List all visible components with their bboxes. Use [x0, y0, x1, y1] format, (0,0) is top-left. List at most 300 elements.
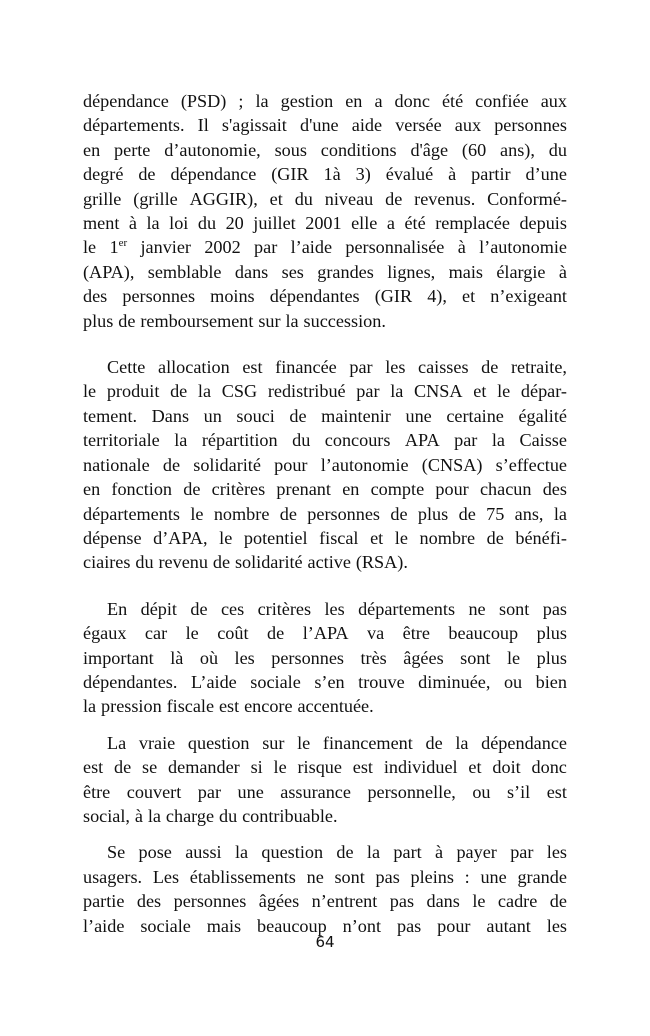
word: Se — [107, 842, 126, 863]
paragraph-1 — [83, 89, 567, 333]
word: être — [402, 623, 430, 644]
word: aussi — [185, 842, 222, 863]
word: (PSD) — [180, 91, 227, 111]
word: contribuable. — [242, 805, 338, 826]
word: prenant — [276, 479, 331, 500]
word: la — [455, 732, 469, 753]
word: financement — [322, 732, 413, 753]
word: compte — [370, 479, 425, 500]
word: n’entrent — [311, 891, 378, 912]
word: s’il — [506, 781, 531, 802]
text-line — [83, 284, 567, 308]
text-line — [83, 162, 567, 186]
word: : — [464, 866, 470, 887]
text-line — [83, 309, 567, 333]
word: aide — [351, 115, 383, 136]
word: n’ont — [342, 915, 382, 936]
word: revenu — [158, 552, 208, 573]
paragraph-2 — [83, 355, 567, 575]
word: dans — [234, 261, 269, 282]
word: 20 — [225, 213, 244, 234]
text-line — [83, 865, 567, 889]
word: versée — [395, 115, 442, 136]
word: plus — [83, 310, 114, 331]
word: un — [203, 405, 222, 426]
word: Conformé- — [487, 188, 567, 209]
word: d’une — [525, 164, 567, 185]
word: s’en — [314, 671, 345, 692]
word: de — [486, 527, 504, 548]
word: certaine — [446, 405, 504, 426]
word: par — [197, 781, 222, 802]
word: une — [405, 405, 432, 426]
word: partie — [83, 891, 125, 912]
text-line — [83, 731, 567, 755]
word: degré — [83, 164, 124, 185]
word: les — [546, 842, 567, 863]
word: pose — [138, 842, 172, 863]
word: sont — [499, 598, 530, 619]
word: le — [506, 647, 521, 668]
word: n’exigeant — [490, 286, 567, 307]
word: pour — [437, 915, 471, 936]
word: question — [187, 732, 250, 753]
word: le — [83, 237, 97, 258]
word: en — [83, 479, 101, 500]
word: la — [366, 842, 381, 863]
word: été — [441, 91, 464, 111]
word: du — [197, 213, 217, 234]
word: les — [385, 357, 406, 378]
word: est — [83, 757, 104, 778]
word: sont — [460, 647, 491, 668]
text-line — [83, 211, 567, 235]
word: tement. — [83, 405, 138, 426]
word: ses — [281, 261, 304, 282]
text-line — [83, 621, 567, 645]
word: à — [558, 261, 567, 282]
word: (GIR — [374, 286, 413, 307]
word: semblable — [147, 261, 222, 282]
word: pas — [542, 598, 567, 619]
paragraph-5 — [83, 840, 567, 938]
word: d’autonomie, — [164, 139, 261, 160]
word: de — [170, 381, 188, 402]
word: du — [548, 139, 567, 160]
word: 3) — [355, 164, 371, 185]
word: l’autonomie — [320, 454, 409, 475]
word: les — [324, 598, 345, 619]
word: les — [234, 647, 255, 668]
word: nombre — [419, 527, 476, 548]
word: part — [393, 842, 422, 863]
paragraph-gap — [83, 333, 567, 355]
word: très — [360, 647, 387, 668]
word: de — [267, 623, 285, 644]
word: l’APA — [302, 623, 349, 644]
word: la — [553, 503, 567, 524]
word: (APA), — [83, 261, 135, 282]
word: de — [549, 891, 567, 912]
word: de — [138, 164, 156, 185]
word: si — [250, 757, 263, 778]
word: moins — [210, 286, 255, 307]
text-line — [83, 889, 567, 913]
word: car — [144, 623, 168, 644]
word: l’aide — [290, 237, 333, 258]
word: le — [472, 891, 486, 912]
word: de — [390, 503, 408, 524]
word: à — [448, 164, 457, 185]
word: été — [404, 213, 426, 234]
word: dépendantes — [269, 286, 360, 307]
word: autant — [486, 915, 531, 936]
word: sociale — [250, 671, 301, 692]
word: financée — [275, 357, 337, 378]
word: est — [352, 757, 373, 778]
word: conditions — [320, 139, 397, 160]
word: confiée — [475, 91, 529, 111]
word: Dans — [151, 405, 190, 426]
text-line — [83, 646, 567, 670]
word: du — [135, 552, 154, 573]
word: pas — [389, 891, 415, 912]
text-line — [83, 597, 567, 621]
word: départements — [83, 503, 180, 524]
word: important — [83, 647, 154, 668]
word: usagers. — [83, 866, 143, 887]
word: niveau — [324, 188, 374, 209]
word: en — [83, 139, 101, 160]
text-line — [83, 502, 567, 526]
word: sur — [262, 732, 285, 753]
word: (GIR — [271, 164, 309, 185]
document-page — [83, 89, 567, 938]
word: à — [435, 842, 444, 863]
text-line — [83, 840, 567, 864]
word: de — [190, 598, 208, 619]
paragraph-gap — [83, 828, 567, 840]
word: de — [118, 310, 136, 331]
text-line — [83, 453, 567, 477]
word: une — [237, 781, 264, 802]
word: où — [199, 647, 219, 668]
word: pas — [396, 915, 422, 936]
word: Cette — [107, 357, 146, 378]
word: sociale — [140, 915, 191, 936]
word: ment — [83, 213, 120, 234]
word: solidarité — [234, 552, 303, 573]
word: ne — [468, 598, 486, 619]
word: la — [147, 805, 162, 826]
word: perte — [114, 139, 151, 160]
word: pour — [274, 454, 308, 475]
word: la — [390, 381, 404, 402]
word: et — [370, 527, 384, 548]
text-line — [83, 404, 567, 428]
word: remboursement — [140, 310, 254, 331]
word: janvier — [140, 237, 191, 258]
word: d’APA, — [153, 527, 208, 548]
word: est — [218, 696, 240, 717]
word: sous — [274, 139, 307, 160]
word: dépendance — [170, 164, 257, 185]
word: CNSA — [414, 381, 463, 402]
word: territoriale — [83, 430, 160, 451]
word: sur — [258, 310, 281, 331]
word: demander — [168, 757, 240, 778]
word: a — [386, 213, 395, 234]
word: retraite, — [510, 357, 567, 378]
word: et — [468, 757, 482, 778]
word: coût — [217, 623, 249, 644]
word: a — [374, 91, 383, 111]
word: et — [473, 381, 487, 402]
word: départements — [358, 598, 456, 619]
word: de — [336, 842, 354, 863]
text-line — [83, 138, 567, 162]
word: à — [128, 213, 137, 234]
word: bien — [535, 671, 567, 692]
text-line — [83, 694, 567, 718]
word: du — [218, 805, 238, 826]
word: souci — [236, 405, 275, 426]
word: personnes — [271, 647, 344, 668]
word: encore — [244, 696, 293, 717]
word: pas — [375, 866, 400, 887]
word: de — [212, 552, 231, 573]
word: remplacée — [435, 213, 510, 234]
word: égaux — [83, 623, 127, 644]
word: succession. — [303, 310, 386, 331]
word: en — [342, 479, 360, 500]
word: fiscale — [166, 696, 215, 717]
word: départements. — [83, 115, 185, 136]
word: dépar- — [520, 381, 567, 402]
word: à — [457, 237, 466, 258]
word: la — [234, 842, 249, 863]
word: le — [83, 381, 97, 402]
word: (RSA). — [355, 552, 408, 573]
word: charge — [165, 805, 215, 826]
word: la — [146, 213, 160, 234]
word: (60 — [461, 139, 487, 160]
text-line — [83, 550, 567, 574]
word: revenus. — [414, 188, 476, 209]
word: des — [542, 479, 567, 500]
text-line — [83, 260, 567, 284]
word: va — [367, 623, 385, 644]
word: âgées — [258, 891, 300, 912]
word: dépendance — [83, 91, 169, 111]
word: (CNSA) — [421, 454, 483, 475]
word: sont — [334, 866, 365, 887]
word: s'agissait — [221, 115, 287, 136]
word: solidarité — [193, 454, 261, 475]
word: ou — [472, 781, 491, 802]
word: être — [83, 781, 111, 802]
word: 4), — [427, 286, 447, 307]
word: grande — [517, 866, 567, 887]
word: 2002 — [204, 237, 241, 258]
word: âgées — [403, 647, 444, 668]
word: se — [142, 757, 158, 778]
word: cadre — [497, 891, 538, 912]
word: de — [162, 454, 181, 475]
word: évalué — [385, 164, 434, 185]
word: beaucoup — [257, 915, 327, 936]
word: chacun — [479, 479, 532, 500]
word: 1er — [109, 237, 128, 258]
word: loi — [169, 213, 189, 234]
word: ; — [238, 91, 244, 111]
word: le — [394, 527, 408, 548]
word: la — [285, 310, 299, 331]
word: plus — [417, 503, 449, 524]
word: fiscal — [319, 527, 359, 548]
word: d'une — [299, 115, 339, 136]
word: des — [136, 891, 162, 912]
word: (grille — [133, 188, 178, 209]
word: dépendantes. — [83, 671, 178, 692]
word: pleins — [410, 866, 454, 887]
word: de — [458, 503, 476, 524]
word: personnalisée — [345, 237, 445, 258]
word: répartition — [201, 430, 278, 451]
word: active — [307, 552, 351, 573]
word: par — [254, 237, 278, 258]
word: l’autonomie — [479, 237, 567, 258]
word: de — [279, 503, 297, 524]
word: du — [294, 188, 313, 209]
word: diminuée, — [418, 671, 491, 692]
word: redistribué — [267, 381, 346, 402]
word: le — [497, 381, 511, 402]
word: l’aide — [83, 915, 125, 936]
word: dépense — [83, 527, 142, 548]
word: depuis — [519, 213, 567, 234]
word: la — [255, 91, 269, 111]
word: pour — [435, 479, 469, 500]
word: concours — [324, 430, 391, 451]
text-line — [83, 526, 567, 550]
word: critères — [211, 479, 266, 500]
word: dépit — [140, 598, 177, 619]
text-line — [83, 670, 567, 694]
text-line — [83, 89, 567, 113]
word: personnes — [307, 503, 381, 524]
word: à — [134, 805, 143, 826]
word: là — [170, 647, 184, 668]
word: 1à — [323, 164, 341, 185]
word: le — [185, 623, 199, 644]
word: et — [269, 188, 283, 209]
word: aux — [540, 91, 567, 111]
word: le — [273, 757, 287, 778]
word: de — [385, 188, 403, 209]
word: CSG — [221, 381, 258, 402]
word: la — [197, 381, 212, 402]
text-line — [83, 780, 567, 804]
word: social, — [83, 805, 130, 826]
paragraph-4 — [83, 731, 567, 829]
word: mais — [448, 261, 483, 282]
word: de — [114, 757, 132, 778]
text-line — [83, 755, 567, 779]
word: Caisse — [519, 430, 567, 451]
word: donc — [394, 91, 430, 111]
text-line — [83, 113, 567, 137]
word: En — [107, 598, 128, 619]
paragraph-gap — [83, 719, 567, 731]
word: couvert — [126, 781, 182, 802]
word: égalité — [518, 405, 567, 426]
word: payer — [456, 842, 497, 863]
word: mais — [206, 915, 242, 936]
word: le — [219, 527, 233, 548]
word: AGGIR), — [189, 188, 258, 209]
word: question — [261, 842, 324, 863]
word: fonction — [111, 479, 173, 500]
word: juillet — [253, 213, 296, 234]
word: plus — [536, 647, 567, 668]
word: critères — [257, 598, 312, 619]
text-line — [83, 379, 567, 403]
word: APA — [404, 430, 440, 451]
word: élargie — [496, 261, 546, 282]
word: trouve — [358, 671, 405, 692]
word: pression — [101, 696, 162, 717]
word: par — [356, 381, 380, 402]
word: Il — [197, 115, 209, 136]
word: nationale — [83, 454, 150, 475]
word: de — [289, 405, 307, 426]
paragraph-gap — [83, 575, 567, 597]
word: elle — [351, 213, 378, 234]
word: potentiel — [243, 527, 308, 548]
word: grandes — [317, 261, 374, 282]
text-line — [83, 804, 567, 828]
word: de — [183, 479, 201, 500]
word: ne — [306, 866, 324, 887]
word: grille — [83, 188, 122, 209]
word: établissements — [189, 866, 296, 887]
word: gestion — [280, 91, 334, 111]
word: d'âge — [410, 139, 449, 160]
word: nombre — [213, 503, 270, 524]
word: la — [491, 430, 505, 451]
word: par — [454, 430, 478, 451]
text-line — [83, 187, 567, 211]
word: une — [480, 866, 507, 887]
word: plus — [536, 623, 567, 644]
word: L’aide — [190, 671, 237, 692]
word: s’effectue — [495, 454, 567, 475]
text-line — [83, 235, 567, 259]
word: des — [83, 286, 108, 307]
word: personnes — [122, 286, 196, 307]
word: Les — [152, 866, 180, 887]
word: la — [174, 430, 188, 451]
word: accentuée. — [297, 696, 374, 717]
word: personnes — [173, 891, 247, 912]
word: 2001 — [305, 213, 342, 234]
word: donc — [531, 757, 567, 778]
word: est — [242, 357, 263, 378]
word: allocation — [158, 357, 230, 378]
word: est — [546, 781, 567, 802]
text-line — [83, 477, 567, 501]
